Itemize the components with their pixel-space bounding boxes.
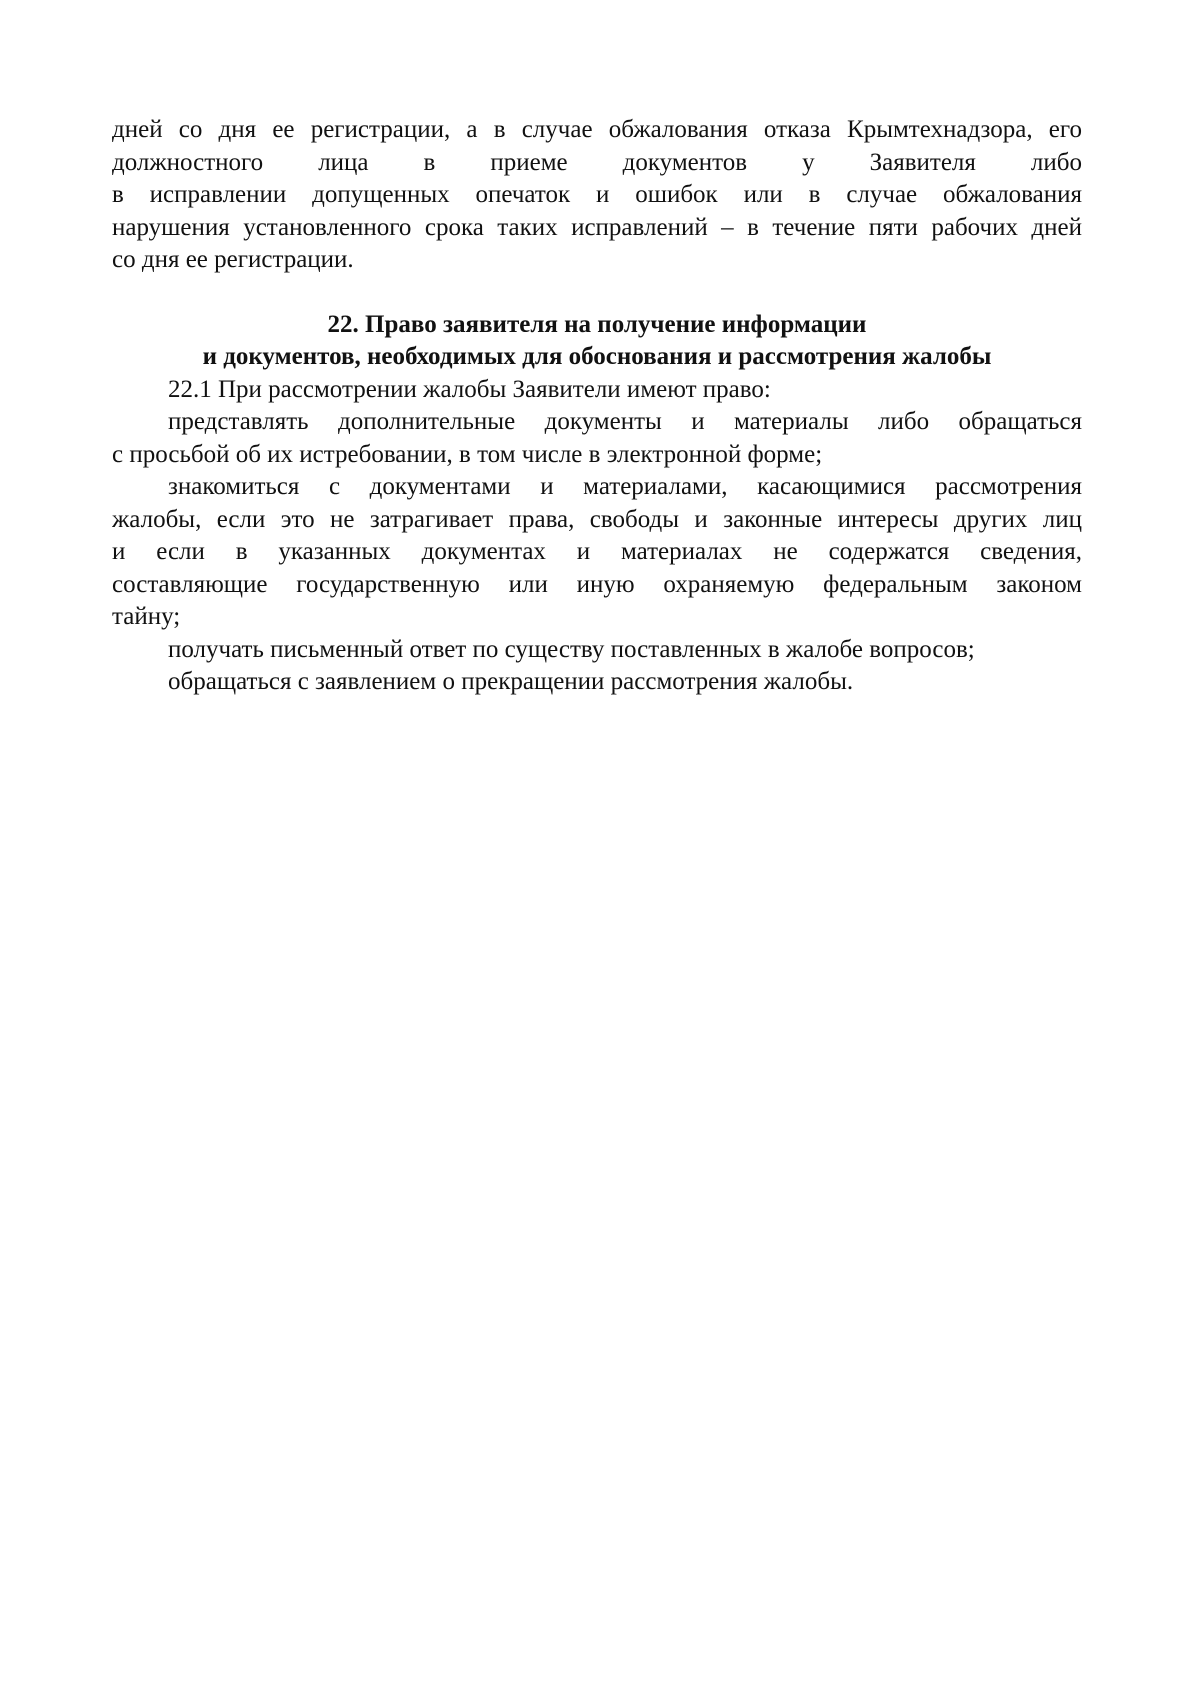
paragraph-rights-intro xyxy=(112,374,1082,407)
text-line: должностного лица в приеме документов у Заявителя либо xyxy=(112,148,1082,176)
text-line: представлять дополнительные документы и материалы либо обращаться xyxy=(168,408,1082,435)
section-heading-line-1: 22. Право заявителя на получение информации xyxy=(327,310,867,338)
text-line: со дня ее регистрации. xyxy=(112,246,354,273)
text-line: знакомиться с документами и материалами, касающимися рассмотрения xyxy=(168,473,1082,500)
text-line: в исправлении допущенных опечаток и ошибок или в случае обжалования xyxy=(112,181,1082,208)
text-line: обращаться с заявлением о прекращении рассмотрения жалобы. xyxy=(168,668,854,695)
text-line: нарушения установленного срока таких исправлений – в течение пяти рабочих дней xyxy=(112,213,1082,241)
paragraph-complaint-deadlines xyxy=(112,114,1082,277)
paragraph-terminate-review xyxy=(112,666,1082,699)
paragraph-review-materials xyxy=(112,471,1082,634)
section-heading xyxy=(112,309,1082,374)
text-line: и если в указанных документах и материалах не содержатся сведения, xyxy=(112,538,1082,565)
text-line: 22.1 При рассмотрении жалобы Заявители имеют право: xyxy=(168,375,771,403)
text-line: жалобы, если это не затрагивает права, свободы и законные интересы других лиц xyxy=(112,505,1082,533)
text-line: с просьбой об их истребовании, в том числе в электронной форме; xyxy=(112,440,823,468)
text-line: получать письменный ответ по существу поставленных в жалобе вопросов; xyxy=(168,635,975,663)
paragraph-written-answer xyxy=(112,634,1082,667)
paragraph-spacer xyxy=(112,277,1082,309)
section-heading-line-2: и документов, необходимых для обоснования и рассмотрения жалобы xyxy=(202,343,992,370)
text-line: составляющие государственную или иную охраняемую федеральным законом xyxy=(112,570,1082,598)
document-body xyxy=(112,114,1082,699)
paragraph-submit-documents xyxy=(112,406,1082,471)
text-line: дней со дня ее регистрации, а в случае обжалования отказа Крымтехнадзора, его xyxy=(112,116,1082,143)
text-line: тайну; xyxy=(112,603,181,630)
